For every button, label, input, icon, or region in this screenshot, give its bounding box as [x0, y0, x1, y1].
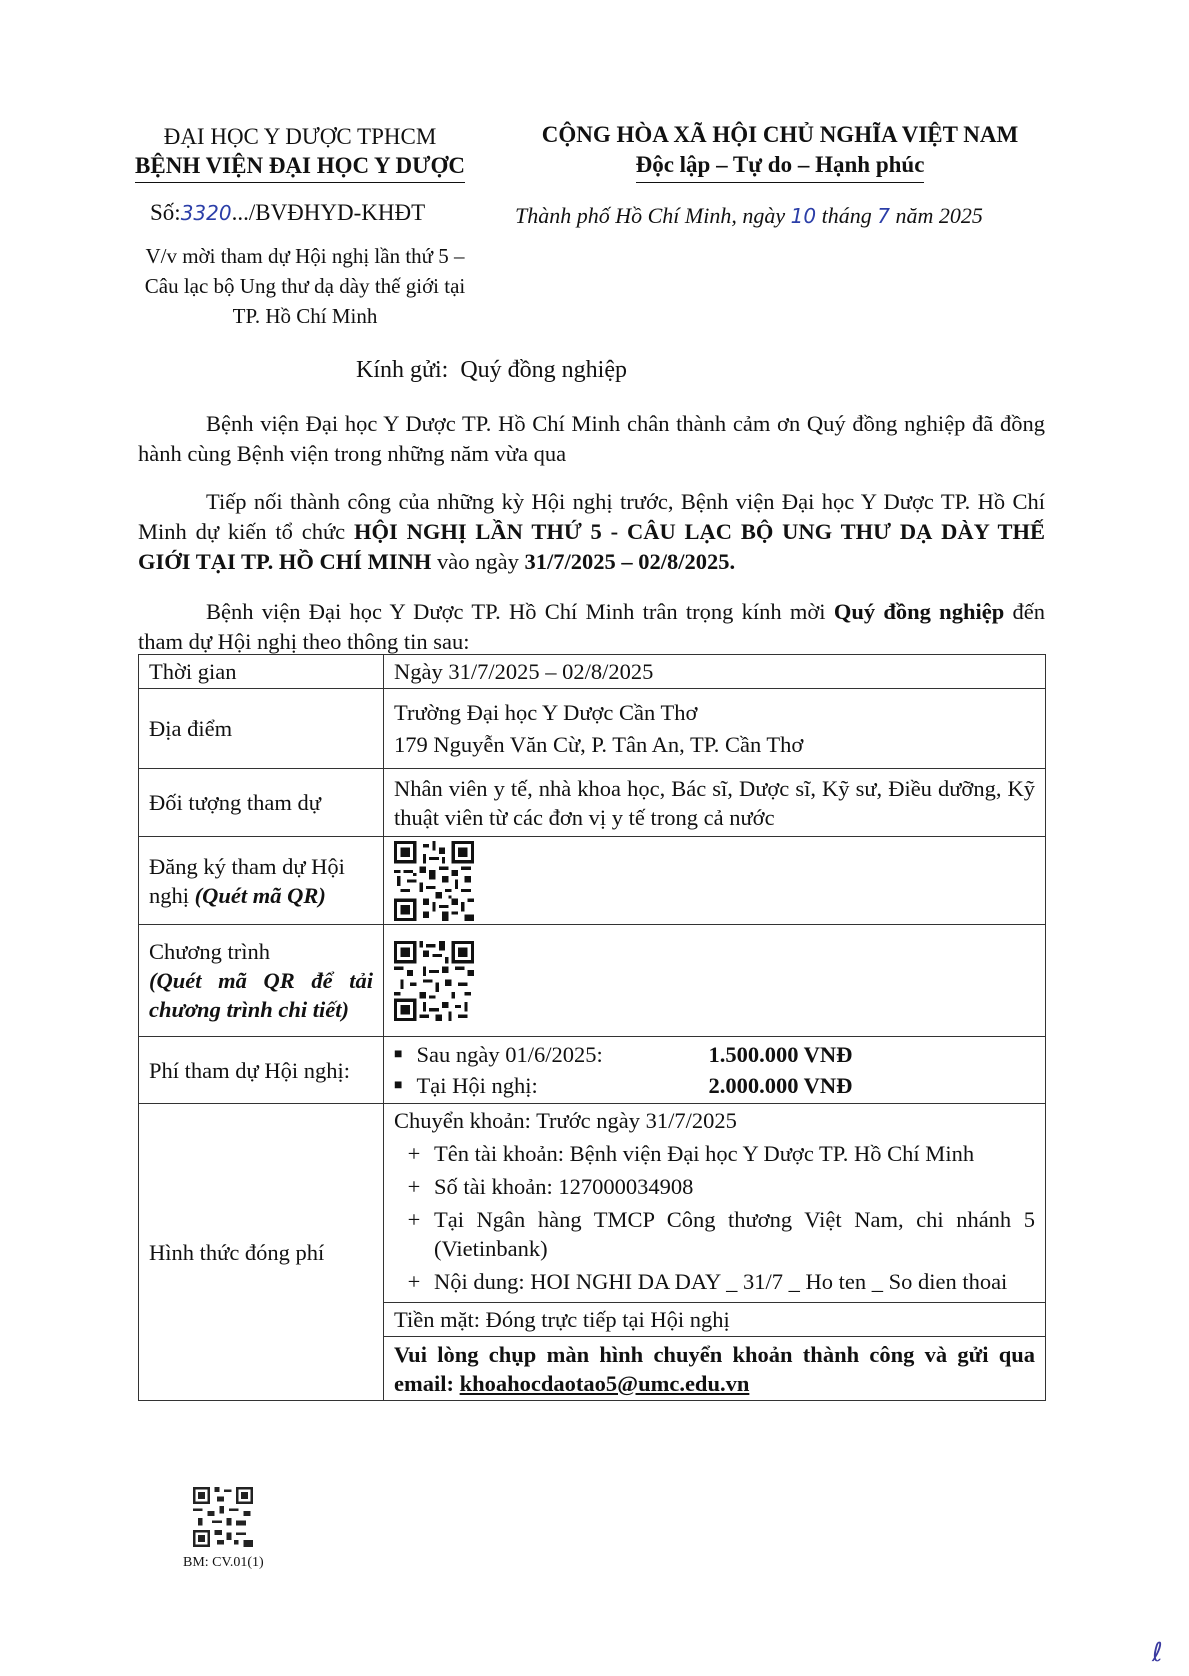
document-date: Thành phố Hồ Chí Minh, ngày 10 tháng 7 năm 2025 [515, 203, 983, 228]
table-row-registration [139, 837, 1046, 925]
list-item: + Nội dung: HOI NGHI DA DAY _ 31/7 _ Ho ten _ So dien thoai [394, 1267, 1035, 1296]
list-item: + Tại Ngân hàng TMCP Công thương Việt Nam, chi nhánh 5 (Vietinbank) [394, 1205, 1035, 1263]
bullet-square-icon: ■ [394, 1078, 403, 1093]
list-item: + Tên tài khoản: Bệnh viện Đại học Y Dược TP. Hồ Chí Minh [394, 1139, 1035, 1168]
payment-notice: Vui lòng chụp màn hình chuyển khoản thành công và gửi qua email: khoahocdaotao5@umc.edu.vn [384, 1337, 1046, 1401]
recipient-line: Kính gửi: Quý đồng nghiệp [356, 357, 627, 383]
conference-info-table [138, 654, 1046, 1401]
payment-label: Hình thức đóng phí [139, 1104, 384, 1401]
plus-bullet-icon: + [407, 1174, 421, 1199]
registration-qr-code[interactable] [394, 841, 474, 921]
table-row-venue [139, 689, 1046, 769]
contact-email-link[interactable]: khoahocdaotao5@umc.edu.vn [459, 1370, 750, 1396]
time-value: Ngày 31/7/2025 – 02/8/2025 [384, 655, 1046, 689]
paragraph-invitation: Bệnh viện Đại học Y Dược TP. Hồ Chí Minh trân trọng kính mời Quý đồng nghiệp đến tham dự Hội nghị theo thông tin sau: [138, 599, 1045, 654]
table-row-time [139, 655, 1046, 689]
list-item: + Số tài khoản: 127000034908 [394, 1172, 1035, 1201]
form-code: BM: CV.01(1) [183, 1555, 264, 1570]
paragraph-announcement: Tiếp nối thành công của những kỳ Hội nghị trước, Bệnh viện Đại học Y Dược TP. Hồ Chí Minh dự kiến tổ chức HỘI NGHỊ LẦN THỨ 5 - CÂU LẠC BỘ UNG THƯ DẠ DÀY THẾ GIỚI TẠI TP. HỒ CHÍ MINH vào ngày 31/7/2025 – 02/8/2025. [138, 489, 1046, 574]
registration-qr-cell [384, 837, 1046, 925]
table-row-audience [139, 769, 1046, 837]
national-title: CỘNG HÒA XÃ HỘI CHỦ NGHĨA VIỆT NAM [541, 122, 1019, 147]
audience-value: Nhân viên y tế, nhà khoa học, Bác sĩ, Dược sĩ, Kỹ sư, Điều dưỡng, Kỹ thuật viên từ các đơn vị y tế trong cả nước [384, 769, 1046, 837]
handwritten-corner-mark: ℓ [1152, 1638, 1163, 1668]
document-subject: V/v mời tham dự Hội nghị lần thứ 5 – Câu lạc bộ Ung thư dạ dày thế giới tại TP. Hồ Chí Minh [144, 244, 466, 328]
fee-item: ■ Tại Hội nghị: 2.000.000 VNĐ [394, 1070, 1035, 1101]
bullet-square-icon: ■ [394, 1047, 403, 1062]
program-qr-code[interactable] [394, 941, 474, 1021]
issuer-block [115, 122, 485, 183]
program-label: Chương trình (Quét mã QR để tải chương trình chi tiết) [139, 925, 384, 1037]
handwritten-ref-number: 3320 [180, 201, 232, 225]
fee-label: Phí tham dự Hội nghị: [139, 1037, 384, 1104]
handwritten-month: 7 [877, 204, 890, 228]
issuer-hospital: BỆNH VIỆN ĐẠI HỌC Y DƯỢC [135, 151, 465, 183]
plus-bullet-icon: + [407, 1207, 421, 1232]
transfer-details: Chuyển khoản: Trước ngày 31/7/2025 + Tên tài khoản: Bệnh viện Đại học Y Dược TP. Hồ Chí Minh + Số tài khoản: 127000034908 + Tại Ngân hàng TMCP Công thương Việt Nam, chi nhánh 5 (Vietinbank) + Nội dung: HOI NGHI DA DAY _ 31/7 _ Ho ten _ So dien thoai [384, 1104, 1046, 1303]
document-verification-qr-code [193, 1487, 253, 1547]
conference-name: HỘI NGHỊ LẦN THỨ 5 - CÂU LẠC BỘ UNG THƯ DẠ DÀY THẾ GIỚI TẠI TP. HỒ CHÍ MINH [138, 519, 1046, 574]
plus-bullet-icon: + [407, 1269, 421, 1294]
issuer-university: ĐẠI HỌC Y DƯỢC TPHCM [163, 124, 437, 149]
venue-label: Địa điểm [139, 689, 384, 769]
registration-label: Đăng ký tham dự Hội nghị (Quét mã QR) [139, 837, 384, 925]
conference-dates: 31/7/2025 – 02/8/2025. [524, 549, 736, 574]
table-row-payment [139, 1104, 1046, 1303]
fee-item: ■ Sau ngày 01/6/2025: 1.500.000 VNĐ [394, 1039, 1035, 1070]
time-label: Thời gian [139, 655, 384, 689]
national-motto: Độc lập – Tự do – Hạnh phúc [636, 150, 925, 183]
cash-payment: Tiền mặt: Đóng trực tiếp tại Hội nghị [384, 1303, 1046, 1337]
table-row-fee [139, 1037, 1046, 1104]
audience-label: Đối tượng tham dự [139, 769, 384, 837]
plus-bullet-icon: + [407, 1141, 421, 1166]
paragraph-thanks: Bệnh viện Đại học Y Dược TP. Hồ Chí Minh chân thành cảm ơn Quý đồng nghiệp đã đồng hành cùng Bệnh viện trong những năm vừa qua [138, 411, 1045, 466]
handwritten-day: 10 [790, 204, 817, 228]
document-reference: Số:3320.../BVĐHYD-KHĐT [150, 200, 426, 225]
venue-value: Trường Đại học Y Dược Cần Thơ 179 Nguyễn Văn Cừ, P. Tân An, TP. Cần Thơ [384, 689, 1046, 769]
program-qr-cell [384, 925, 1046, 1037]
national-motto-block [510, 120, 1050, 183]
table-row-program [139, 925, 1046, 1037]
fee-list [384, 1037, 1046, 1104]
